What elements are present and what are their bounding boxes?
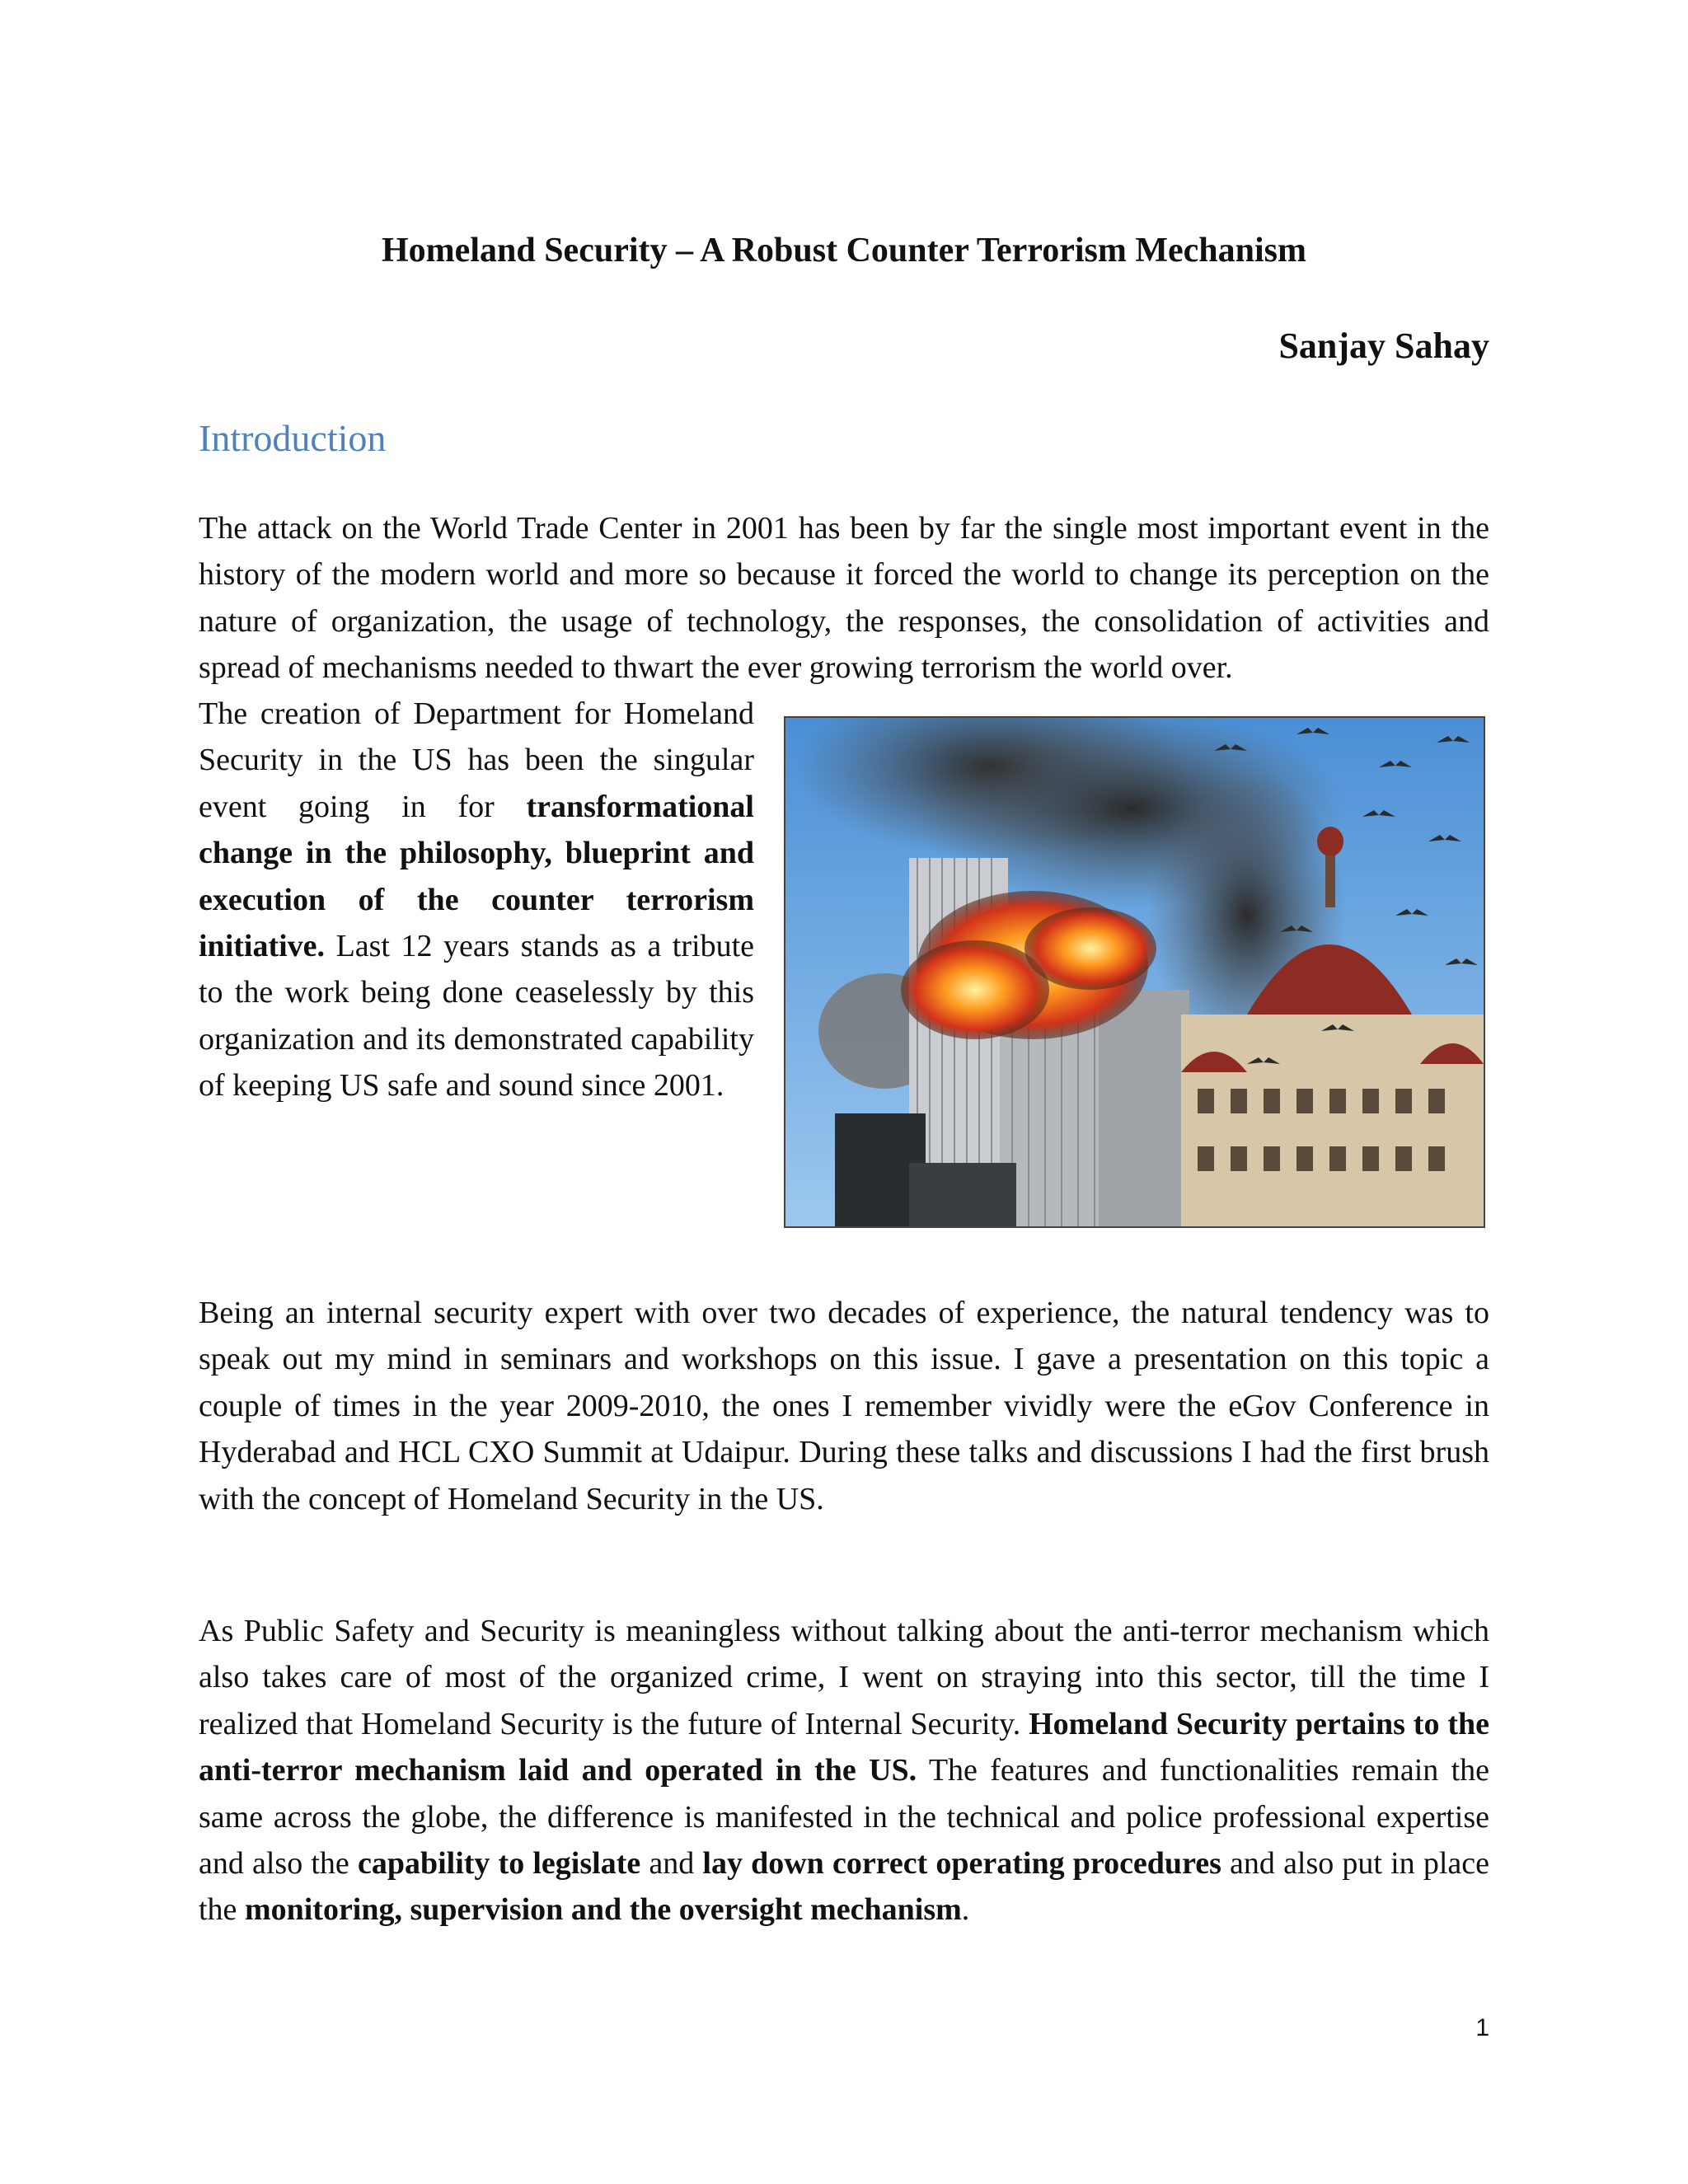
collage-photo-icon (785, 718, 1484, 1226)
section-heading-introduction: Introduction (199, 417, 387, 459)
paragraph-text: Last 12 years stands as a tribute to the work being done ceaselessly by this organization and its demonstrated capability of keeping US safe and sound since 2001. (199, 929, 754, 1104)
paragraph-public-safety (199, 1608, 1489, 1933)
paragraph-text: . (961, 1892, 970, 1928)
page-number: 1 (1475, 2014, 1489, 2041)
author-name: Sanjay Sahay (1278, 326, 1489, 366)
bold-phrase: capability to legislate (357, 1846, 641, 1882)
paragraph-intro: The attack on the World Trade Center in 2001 has been by far the single most important event in the history of the modern world and more so because it forced the world to change its perception on the nature of organization, the usage of technology, the responses, the consolidation of activities and spread of mechanisms needed to thwart the ever growing terrorism the world over. (199, 511, 1489, 686)
paragraph-expert-experience: Being an internal security expert with over two decades of experience, the natural tendency was to speak out my mind in seminars and workshops on this issue. I gave a presentation on this topic a couple of times in the year 2009-2010, the ones I remember vividly were the eGov Conference in Hyderabad and HCL CXO Summit at Udaipur. During these talks and discussions I had the first brush with the concept of Homeland Security in the US. (199, 1296, 1489, 1516)
paragraph-text: The features and functionalities remain the same across the globe, the difference is manifested in the technical and police professional expertise and also the (199, 1753, 1490, 1882)
article-figure-image (784, 716, 1485, 1228)
paragraph-text: As Public Safety and Security is meaningless without talking about the anti-terror mechanism which also takes care of most of the organized crime, I went on straying into this sector, till the time I realized that Homeland Security is the future of Internal Security. (199, 1614, 1489, 1741)
bold-phrase: lay down correct operating procedures (702, 1846, 1221, 1882)
bold-phrase: monitoring, supervision and the oversight mechanism (244, 1892, 962, 1928)
paragraph-department-creation (199, 691, 754, 1109)
bold-phrase: transformational change in the philosophy, blueprint and execution of the counter terrorism initiative. (199, 789, 754, 964)
paragraph-text: and (640, 1846, 703, 1882)
bold-phrase: Homeland Security pertains to the anti-terror mechanism laid and operated in the US. (199, 1706, 1489, 1788)
paragraph-text: and also put in place the (199, 1846, 1489, 1928)
paragraph-text: The creation of Department for Homeland Security in the US has been the singular event going in for (199, 696, 754, 824)
document-title: Homeland Security – A Robust Counter Terrorism Mechanism (382, 232, 1306, 269)
